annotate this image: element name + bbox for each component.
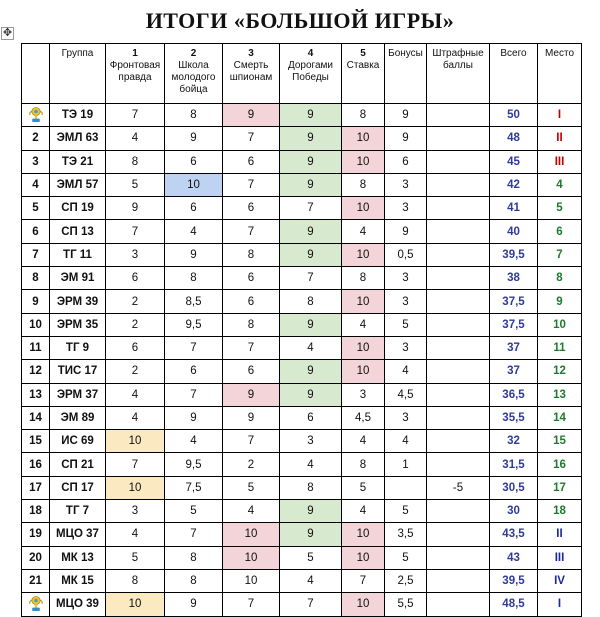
- total-cell: 48,5: [490, 593, 538, 616]
- score-cell-c1: 8: [106, 569, 165, 592]
- row-number: 18: [22, 500, 50, 523]
- total-cell: 32: [490, 430, 538, 453]
- place-cell: 11: [538, 336, 582, 359]
- score-cell-c5: 10: [342, 127, 385, 150]
- score-cell-c2: 9: [165, 243, 223, 266]
- table-row: [22, 569, 582, 592]
- score-cell-c5: 4: [342, 313, 385, 336]
- group-cell: СП 19: [50, 197, 106, 220]
- header-place: Место: [538, 44, 582, 104]
- score-cell-c1: 6: [106, 267, 165, 290]
- score-cell-c5: 10: [342, 523, 385, 546]
- header-stage-4: 4 Дорогами Победы: [280, 44, 342, 104]
- header-stage-1: 1 Фронтовая правда: [106, 44, 165, 104]
- row-number: 2: [22, 127, 50, 150]
- bonus-cell: 4,5: [385, 383, 427, 406]
- score-cell-c5: 4,5: [342, 406, 385, 429]
- score-cell-c4: 9: [280, 104, 342, 127]
- score-cell-c4: 9: [280, 360, 342, 383]
- score-cell-c1: 2: [106, 313, 165, 336]
- penalty-cell: [427, 127, 490, 150]
- total-cell: 30: [490, 500, 538, 523]
- penalty-cell: [427, 383, 490, 406]
- penalty-cell: [427, 150, 490, 173]
- group-cell: ЭРМ 35: [50, 313, 106, 336]
- score-cell-c1: 4: [106, 523, 165, 546]
- score-cell-c2: 6: [165, 150, 223, 173]
- score-cell-c3: 9: [223, 104, 280, 127]
- score-cell-c3: 6: [223, 150, 280, 173]
- score-cell-c1: 5: [106, 173, 165, 196]
- score-cell-c2: 9: [165, 406, 223, 429]
- bonus-cell: 3: [385, 406, 427, 429]
- group-cell: ТЭ 21: [50, 150, 106, 173]
- group-cell: ЭРМ 37: [50, 383, 106, 406]
- header-stage-5: 5 Ставка: [342, 44, 385, 104]
- penalty-cell: [427, 104, 490, 127]
- score-cell-c5: 8: [342, 173, 385, 196]
- score-cell-c3: 4: [223, 500, 280, 523]
- row-number: 13: [22, 383, 50, 406]
- row-number: 12: [22, 360, 50, 383]
- header-group: Группа: [50, 44, 106, 104]
- score-cell-c2: 9,5: [165, 453, 223, 476]
- score-cell-c3: 2: [223, 453, 280, 476]
- score-cell-c4: 7: [280, 593, 342, 616]
- table-row: [22, 220, 582, 243]
- table-row: [22, 360, 582, 383]
- table-row: [22, 173, 582, 196]
- score-cell-c4: 4: [280, 453, 342, 476]
- table-row: [22, 500, 582, 523]
- score-cell-c3: 6: [223, 267, 280, 290]
- score-cell-c4: 4: [280, 569, 342, 592]
- penalty-cell: [427, 336, 490, 359]
- score-cell-c1: 3: [106, 243, 165, 266]
- score-cell-c3: 10: [223, 546, 280, 569]
- row-number: 8: [22, 267, 50, 290]
- row-number: 6: [22, 220, 50, 243]
- score-cell-c2: 9,5: [165, 313, 223, 336]
- place-cell: 13: [538, 383, 582, 406]
- header-penalty: Штрафные баллы: [427, 44, 490, 104]
- row-number: 20: [22, 546, 50, 569]
- bonus-cell: 3: [385, 197, 427, 220]
- score-cell-c5: 10: [342, 150, 385, 173]
- score-cell-c4: 9: [280, 150, 342, 173]
- header-row: [22, 44, 582, 104]
- row-number: 17: [22, 476, 50, 499]
- score-cell-c1: 7: [106, 104, 165, 127]
- total-cell: 35,5: [490, 406, 538, 429]
- score-cell-c1: 10: [106, 476, 165, 499]
- score-cell-c3: 7: [223, 220, 280, 243]
- trophy-icon: [22, 593, 50, 616]
- score-cell-c5: 10: [342, 546, 385, 569]
- place-cell: I: [538, 593, 582, 616]
- total-cell: 37: [490, 336, 538, 359]
- penalty-cell: [427, 197, 490, 220]
- table-row: [22, 290, 582, 313]
- total-cell: 39,5: [490, 243, 538, 266]
- bonus-cell: 3,5: [385, 523, 427, 546]
- place-cell: III: [538, 546, 582, 569]
- total-cell: 30,5: [490, 476, 538, 499]
- row-number: 7: [22, 243, 50, 266]
- table-row: [22, 453, 582, 476]
- penalty-cell: [427, 430, 490, 453]
- group-cell: ТГ 7: [50, 500, 106, 523]
- group-cell: СП 17: [50, 476, 106, 499]
- table-row: [22, 243, 582, 266]
- score-cell-c4: 8: [280, 476, 342, 499]
- score-cell-c4: 5: [280, 546, 342, 569]
- row-number: 19: [22, 523, 50, 546]
- score-cell-c3: 8: [223, 243, 280, 266]
- total-cell: 31,5: [490, 453, 538, 476]
- penalty-cell: [427, 523, 490, 546]
- place-cell: 18: [538, 500, 582, 523]
- row-number: 11: [22, 336, 50, 359]
- score-cell-c3: 8: [223, 313, 280, 336]
- table-row: [22, 150, 582, 173]
- group-cell: ЭМЛ 63: [50, 127, 106, 150]
- penalty-cell: [427, 453, 490, 476]
- penalty-cell: [427, 267, 490, 290]
- score-cell-c2: 6: [165, 360, 223, 383]
- place-cell: III: [538, 150, 582, 173]
- group-cell: ЭРМ 39: [50, 290, 106, 313]
- score-cell-c3: 7: [223, 593, 280, 616]
- score-cell-c1: 9: [106, 197, 165, 220]
- score-cell-c5: 8: [342, 267, 385, 290]
- table-row: [22, 546, 582, 569]
- score-cell-c1: 3: [106, 500, 165, 523]
- place-cell: 12: [538, 360, 582, 383]
- place-cell: 6: [538, 220, 582, 243]
- score-cell-c5: 8: [342, 104, 385, 127]
- score-cell-c2: 8: [165, 546, 223, 569]
- score-cell-c5: 10: [342, 243, 385, 266]
- total-cell: 42: [490, 173, 538, 196]
- bonus-cell: 4: [385, 430, 427, 453]
- penalty-cell: [427, 313, 490, 336]
- page-title: ИТОГИ «БОЛЬШОЙ ИГРЫ»: [145, 8, 455, 33]
- total-cell: 43: [490, 546, 538, 569]
- score-cell-c5: 4: [342, 430, 385, 453]
- penalty-cell: [427, 546, 490, 569]
- place-cell: II: [538, 523, 582, 546]
- score-cell-c3: 7: [223, 173, 280, 196]
- total-cell: 36,5: [490, 383, 538, 406]
- score-cell-c4: 9: [280, 127, 342, 150]
- row-number: 9: [22, 290, 50, 313]
- penalty-cell: [427, 243, 490, 266]
- score-cell-c5: 10: [342, 197, 385, 220]
- score-cell-c3: 6: [223, 290, 280, 313]
- score-cell-c1: 2: [106, 360, 165, 383]
- bonus-cell: 5,5: [385, 593, 427, 616]
- penalty-cell: [427, 406, 490, 429]
- place-cell: 16: [538, 453, 582, 476]
- penalty-cell: [427, 360, 490, 383]
- row-number: 14: [22, 406, 50, 429]
- penalty-cell: [427, 569, 490, 592]
- score-cell-c4: 9: [280, 523, 342, 546]
- bonus-cell: 3: [385, 267, 427, 290]
- score-cell-c2: 4: [165, 220, 223, 243]
- table-row: [22, 127, 582, 150]
- group-cell: ЭМ 91: [50, 267, 106, 290]
- group-cell: ТГ 9: [50, 336, 106, 359]
- bonus-cell: 9: [385, 104, 427, 127]
- header-bonus: Бонусы: [385, 44, 427, 104]
- group-cell: ИС 69: [50, 430, 106, 453]
- score-cell-c3: 10: [223, 523, 280, 546]
- score-cell-c1: 10: [106, 593, 165, 616]
- total-cell: 48: [490, 127, 538, 150]
- place-cell: 8: [538, 267, 582, 290]
- score-cell-c1: 2: [106, 290, 165, 313]
- place-cell: 7: [538, 243, 582, 266]
- header-total: Всего: [490, 44, 538, 104]
- total-cell: 43,5: [490, 523, 538, 546]
- bonus-cell: 9: [385, 127, 427, 150]
- total-cell: 37,5: [490, 290, 538, 313]
- score-cell-c2: 6: [165, 197, 223, 220]
- bonus-cell: 3: [385, 336, 427, 359]
- row-number: 3: [22, 150, 50, 173]
- place-cell: II: [538, 127, 582, 150]
- place-cell: I: [538, 104, 582, 127]
- table-row: [22, 476, 582, 499]
- score-cell-c1: 8: [106, 150, 165, 173]
- group-cell: ЭМ 89: [50, 406, 106, 429]
- score-cell-c2: 10: [165, 173, 223, 196]
- row-number: 16: [22, 453, 50, 476]
- score-cell-c4: 3: [280, 430, 342, 453]
- bonus-cell: 6: [385, 150, 427, 173]
- group-cell: ТИС 17: [50, 360, 106, 383]
- score-cell-c5: 10: [342, 290, 385, 313]
- total-cell: 40: [490, 220, 538, 243]
- score-cell-c1: 10: [106, 430, 165, 453]
- score-cell-c2: 8: [165, 569, 223, 592]
- bonus-cell: 1: [385, 453, 427, 476]
- score-cell-c5: 3: [342, 383, 385, 406]
- score-cell-c4: 9: [280, 313, 342, 336]
- place-cell: IV: [538, 569, 582, 592]
- place-cell: 10: [538, 313, 582, 336]
- score-cell-c2: 7: [165, 336, 223, 359]
- group-cell: СП 21: [50, 453, 106, 476]
- score-cell-c3: 6: [223, 360, 280, 383]
- score-cell-c3: 9: [223, 383, 280, 406]
- bonus-cell: 4: [385, 360, 427, 383]
- total-cell: 38: [490, 267, 538, 290]
- trophy-icon: [22, 104, 50, 127]
- score-cell-c2: 9: [165, 593, 223, 616]
- total-cell: 50: [490, 104, 538, 127]
- table-row: [22, 336, 582, 359]
- bonus-cell: 5: [385, 546, 427, 569]
- table-row: [22, 383, 582, 406]
- score-cell-c4: 9: [280, 383, 342, 406]
- place-cell: 15: [538, 430, 582, 453]
- row-number: 15: [22, 430, 50, 453]
- score-cell-c4: 7: [280, 197, 342, 220]
- penalty-cell: -5: [427, 476, 490, 499]
- table-row: [22, 104, 582, 127]
- score-cell-c3: 7: [223, 127, 280, 150]
- results-table: [21, 43, 582, 617]
- score-cell-c4: 4: [280, 336, 342, 359]
- score-cell-c2: 7: [165, 383, 223, 406]
- bonus-cell: 9: [385, 220, 427, 243]
- row-number: 5: [22, 197, 50, 220]
- score-cell-c5: 7: [342, 569, 385, 592]
- place-cell: 17: [538, 476, 582, 499]
- bonus-cell: 2,5: [385, 569, 427, 592]
- penalty-cell: [427, 500, 490, 523]
- score-cell-c5: 5: [342, 476, 385, 499]
- score-cell-c3: 9: [223, 406, 280, 429]
- score-cell-c3: 5: [223, 476, 280, 499]
- group-cell: МК 15: [50, 569, 106, 592]
- score-cell-c5: 10: [342, 336, 385, 359]
- score-cell-c5: 4: [342, 500, 385, 523]
- place-cell: 9: [538, 290, 582, 313]
- score-cell-c1: 7: [106, 220, 165, 243]
- group-cell: ТЭ 19: [50, 104, 106, 127]
- score-cell-c4: 9: [280, 220, 342, 243]
- score-cell-c2: 8: [165, 267, 223, 290]
- row-number: 10: [22, 313, 50, 336]
- place-cell: 5: [538, 197, 582, 220]
- score-cell-c5: 4: [342, 220, 385, 243]
- bonus-cell: 0,5: [385, 243, 427, 266]
- total-cell: 45: [490, 150, 538, 173]
- header-stage-3: 3 Смерть шпионам: [223, 44, 280, 104]
- score-cell-c1: 4: [106, 406, 165, 429]
- table-row: [22, 593, 582, 616]
- penalty-cell: [427, 593, 490, 616]
- row-number: 21: [22, 569, 50, 592]
- total-cell: 37,5: [490, 313, 538, 336]
- score-cell-c4: 9: [280, 243, 342, 266]
- table-row: [22, 430, 582, 453]
- score-cell-c3: 10: [223, 569, 280, 592]
- table-row: [22, 267, 582, 290]
- group-cell: ТГ 11: [50, 243, 106, 266]
- penalty-cell: [427, 173, 490, 196]
- group-cell: ЭМЛ 57: [50, 173, 106, 196]
- score-cell-c2: 8,5: [165, 290, 223, 313]
- row-number: 4: [22, 173, 50, 196]
- total-cell: 37: [490, 360, 538, 383]
- score-cell-c2: 9: [165, 127, 223, 150]
- place-cell: 4: [538, 173, 582, 196]
- score-cell-c2: 8: [165, 104, 223, 127]
- score-cell-c1: 7: [106, 453, 165, 476]
- penalty-cell: [427, 220, 490, 243]
- score-cell-c4: 8: [280, 290, 342, 313]
- total-cell: 39,5: [490, 569, 538, 592]
- place-cell: 14: [538, 406, 582, 429]
- table-row: [22, 523, 582, 546]
- score-cell-c4: 9: [280, 173, 342, 196]
- score-cell-c2: 4: [165, 430, 223, 453]
- score-cell-c4: 9: [280, 500, 342, 523]
- score-cell-c3: 6: [223, 197, 280, 220]
- score-cell-c1: 5: [106, 546, 165, 569]
- group-cell: МК 13: [50, 546, 106, 569]
- score-cell-c2: 7,5: [165, 476, 223, 499]
- bonus-cell: 5: [385, 500, 427, 523]
- table-move-handle-icon[interactable]: ✥: [2, 27, 13, 39]
- score-cell-c5: 10: [342, 593, 385, 616]
- group-cell: СП 13: [50, 220, 106, 243]
- group-cell: МЦО 39: [50, 593, 106, 616]
- score-cell-c1: 4: [106, 127, 165, 150]
- table-row: [22, 406, 582, 429]
- penalty-cell: [427, 290, 490, 313]
- score-cell-c1: 6: [106, 336, 165, 359]
- total-cell: 41: [490, 197, 538, 220]
- score-cell-c5: 8: [342, 453, 385, 476]
- group-cell: МЦО 37: [50, 523, 106, 546]
- score-cell-c4: 6: [280, 406, 342, 429]
- score-cell-c4: 7: [280, 267, 342, 290]
- bonus-cell: 3: [385, 290, 427, 313]
- bonus-cell: 5: [385, 313, 427, 336]
- score-cell-c3: 7: [223, 430, 280, 453]
- score-cell-c2: 5: [165, 500, 223, 523]
- score-cell-c3: 7: [223, 336, 280, 359]
- score-cell-c2: 7: [165, 523, 223, 546]
- score-cell-c5: 10: [342, 360, 385, 383]
- table-row: [22, 313, 582, 336]
- bonus-cell: 3: [385, 173, 427, 196]
- header-num: [22, 44, 50, 104]
- table-row: [22, 197, 582, 220]
- score-cell-c1: 4: [106, 383, 165, 406]
- bonus-cell: [385, 476, 427, 499]
- header-stage-2: 2 Школа молодого бойца: [165, 44, 223, 104]
